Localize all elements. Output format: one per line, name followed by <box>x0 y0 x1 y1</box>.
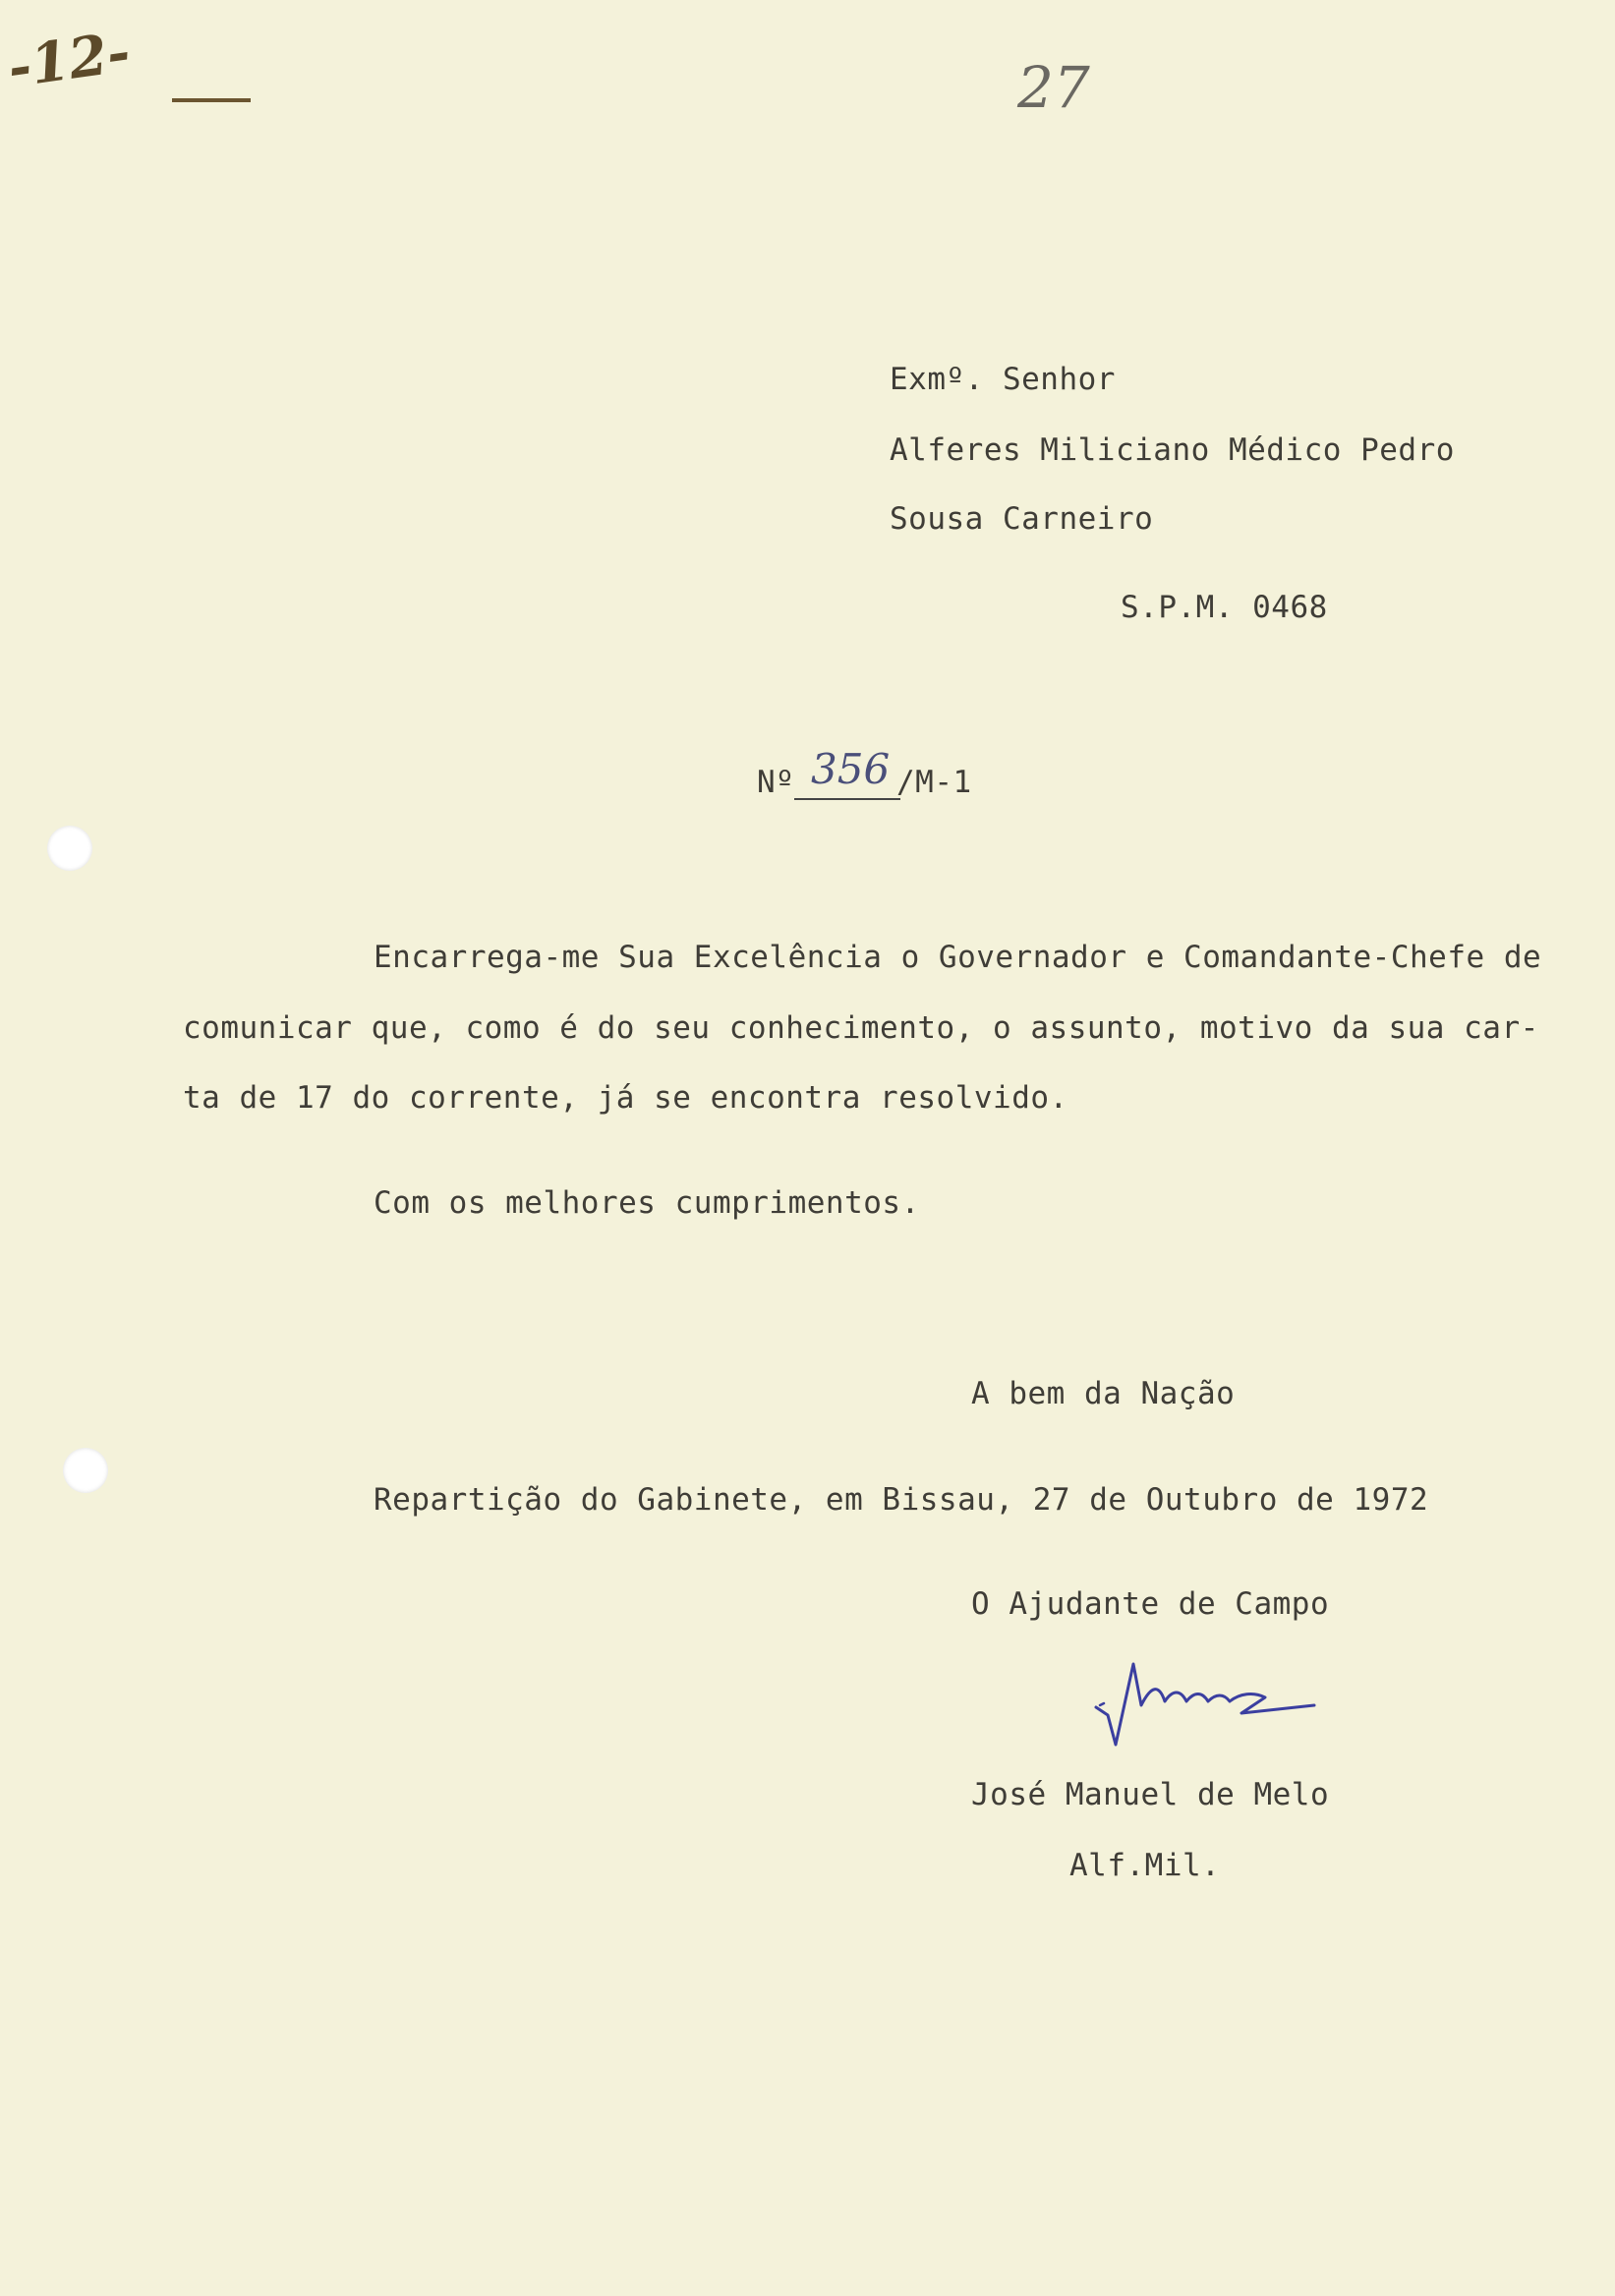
signer-rank: Alf.Mil. <box>1069 1848 1221 1883</box>
recipient-salutation: Exmº. Senhor <box>890 362 1116 397</box>
signer-role: O Ajudante de Campo <box>971 1586 1330 1622</box>
signature <box>1086 1646 1322 1754</box>
motto: A bem da Nação <box>971 1376 1236 1411</box>
closing-greeting: Com os melhores cumprimentos. <box>374 1185 920 1221</box>
recipient-postal: S.P.M. 0468 <box>1121 590 1328 625</box>
corner-dash <box>172 98 251 102</box>
corner-mark: -12- <box>4 19 135 101</box>
body-line-1: Encarrega-me Sua Excelência o Governador e Comandante-Chefe de <box>374 940 1542 975</box>
recipient-name-line2: Sousa Carneiro <box>890 501 1154 537</box>
punch-hole-bottom <box>63 1448 108 1493</box>
page-number: 27 <box>1017 54 1090 121</box>
punch-hole-top <box>47 826 92 871</box>
recipient-name-line1: Alferes Miliciano Médico Pedro <box>890 432 1455 468</box>
reference-prefix: Nº <box>757 765 795 800</box>
signer-name: José Manuel de Melo <box>971 1777 1330 1812</box>
body-line-3: ta de 17 do corrente, já se encontra resolvido. <box>183 1080 1068 1116</box>
reference-suffix: /M-1 <box>896 765 972 800</box>
reference-underline <box>794 798 900 800</box>
place-date: Repartição do Gabinete, em Bissau, 27 de Outubro de 1972 <box>374 1482 1429 1518</box>
reference-number: 356 <box>811 745 891 793</box>
body-line-2: comunicar que, como é do seu conhecimento, o assunto, motivo da sua car- <box>183 1010 1539 1046</box>
